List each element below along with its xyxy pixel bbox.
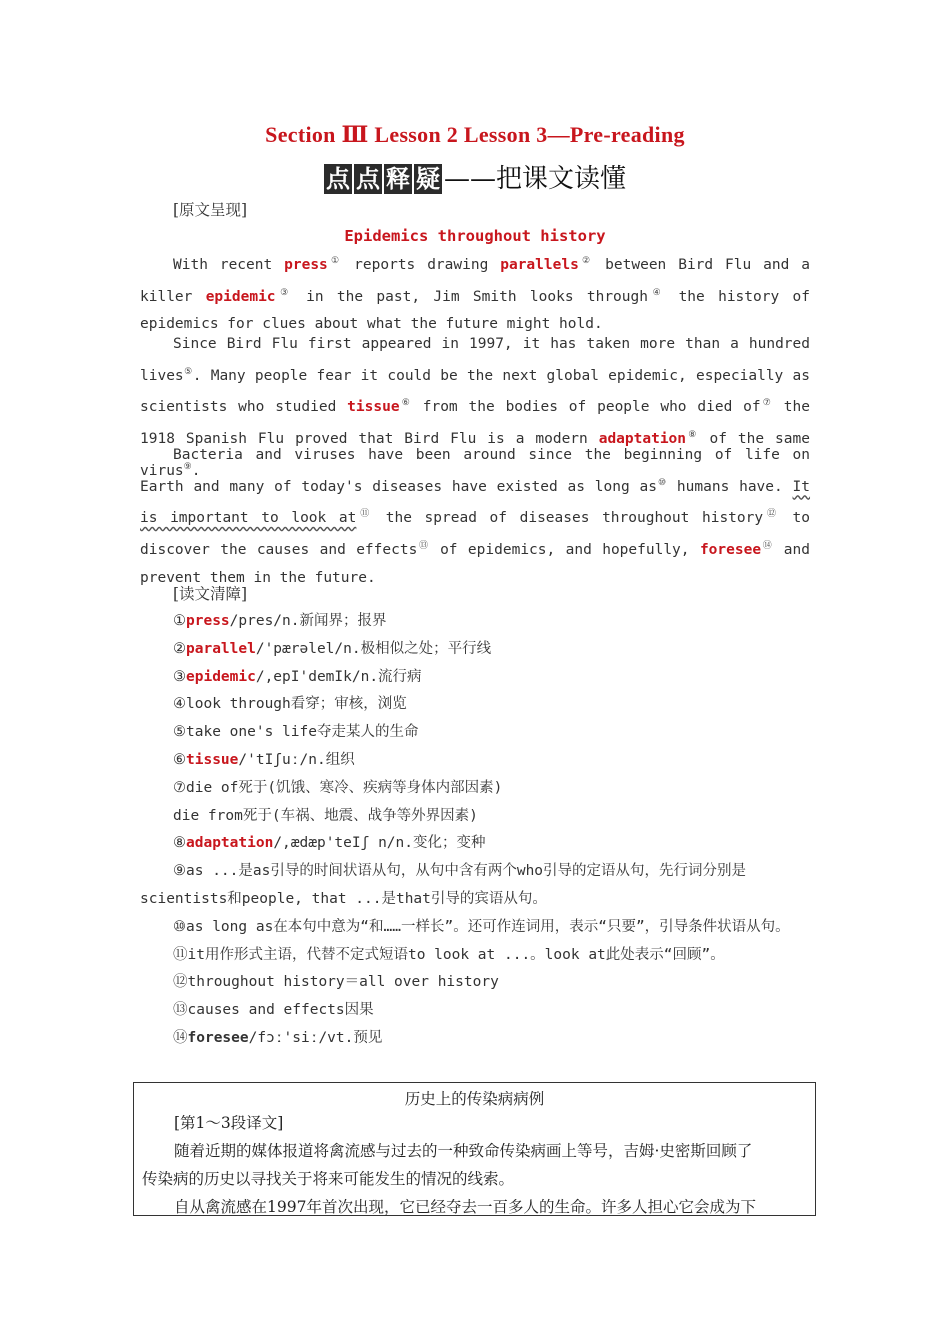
note-item: die from死于(车祸、地震、战争等外界因素) bbox=[173, 807, 478, 824]
note-item: ④look through看穿；审核，浏览 bbox=[173, 696, 407, 713]
vocabulary-notes bbox=[140, 608, 813, 1053]
translation-line: 传染病的历史以寻找关于将来可能发生的情况的线索。 bbox=[142, 1170, 515, 1188]
note-item: ⑭foresee/fɔː'siː/vt.预见 bbox=[173, 1029, 383, 1046]
note-item: ⑦die of死于(饥饿、寒冷、疾病等身体内部因素) bbox=[173, 779, 503, 796]
translation-box bbox=[133, 1082, 816, 1216]
translation-title: 历史上的传染病病例 bbox=[404, 1090, 545, 1108]
subtitle-char-2: 点 bbox=[355, 164, 380, 193]
article-paragraph-3: Bacteria and viruses have been around since the beginning of life on Earth and many of today's diseases have existed as long as⑩ humans have. It is important to look at⑪ the spread of diseases throughout history⑫ to discover the causes and effects⑬ of epidemics, and hopefully, foresee⑭ and prevent them in the future. bbox=[140, 447, 811, 586]
page-title: Section Ⅲ Lesson 2 Lesson 3—Pre-reading bbox=[265, 122, 685, 147]
note-item: ⑨as ...是as引导的时间状语从句，从句中含有两个who引导的定语从句，先行词分别是scientists和people, that ...是that引导的宾语从句。 bbox=[140, 863, 747, 907]
note-item: ⑩as long as在本句中意为“和……一样长”。还可作连词用，表示“只要”，引导条件状语从句。 bbox=[173, 918, 790, 935]
keyword-adaptation: adaptation bbox=[598, 430, 687, 447]
keyword-press: press bbox=[284, 256, 328, 273]
note-item: ①press/pres/n.新闻界；报界 bbox=[173, 613, 387, 629]
keyword-foresee: foresee bbox=[699, 541, 762, 558]
wavy-underlined-phrase: It is important to look at bbox=[140, 478, 811, 527]
note-item: ③epidemic/,epI'demIk/n.流行病 bbox=[173, 668, 422, 685]
keyword-tissue: tissue bbox=[347, 399, 400, 416]
note-item: ⑫throughout history＝all over history bbox=[173, 974, 499, 991]
note-item: ⑤take one's life夺走某人的生命 bbox=[173, 724, 419, 741]
translation-label: [第1～3段译文] bbox=[174, 1114, 284, 1132]
translation-line: 随着近期的媒体报道将禽流感与过去的一种致命传染病画上等号，吉姆·史密斯回顾了 bbox=[174, 1142, 753, 1160]
subtitle-text: ——把课文读懂 bbox=[443, 164, 626, 194]
article-paragraph-1: With recent press① reports drawing parallels② between Bird Flu and a killer epidemic③ in the past, Jim Smith looks through④ the history of epidemics for clues about what the future might hold. bbox=[140, 256, 810, 333]
subtitle-char-3: 释 bbox=[385, 164, 410, 193]
article-title: Epidemics throughout history bbox=[344, 227, 606, 245]
note-item: ⑥tissue/'tIʃuː/n.组织 bbox=[173, 751, 355, 768]
section-label-original: [原文呈现] bbox=[173, 201, 248, 219]
note-item: ⑪it用作形式主语，代替不定式短语to look at ...。look at此处表示“回顾”。 bbox=[173, 946, 725, 963]
translation-line: 自从禽流感在1997年首次出现，它已经夺去一百多人的生命。许多人担心它会成为下 bbox=[174, 1198, 756, 1216]
note-item: ⑬causes and effects因果 bbox=[173, 1002, 374, 1019]
section-label-notes: [读文清障] bbox=[173, 585, 248, 603]
subtitle-char-4: 疑 bbox=[415, 164, 440, 193]
page-subtitle bbox=[140, 158, 810, 195]
note-item: ⑧adaptation/,ædæp'teIʃ n/n.变化；变种 bbox=[173, 835, 486, 852]
keyword-epidemic: epidemic bbox=[205, 288, 276, 305]
keyword-parallels: parallels bbox=[500, 256, 579, 273]
note-item: ②parallel/'pærəlel/n.极相似之处；平行线 bbox=[173, 640, 492, 657]
article-paragraph-2: Since Bird Flu first appeared in 1997, it has taken more than a hundred lives⑤. Many people fear it could be the next global epidemic, especially as scientists who studied tissue⑥ from the bodies of people who died of⑦ the 1918 Spanish Flu proved that Bird Flu is a modern adaptation⑧ of the same virus⑨. bbox=[140, 336, 810, 479]
subtitle-char-1: 点 bbox=[325, 164, 350, 193]
